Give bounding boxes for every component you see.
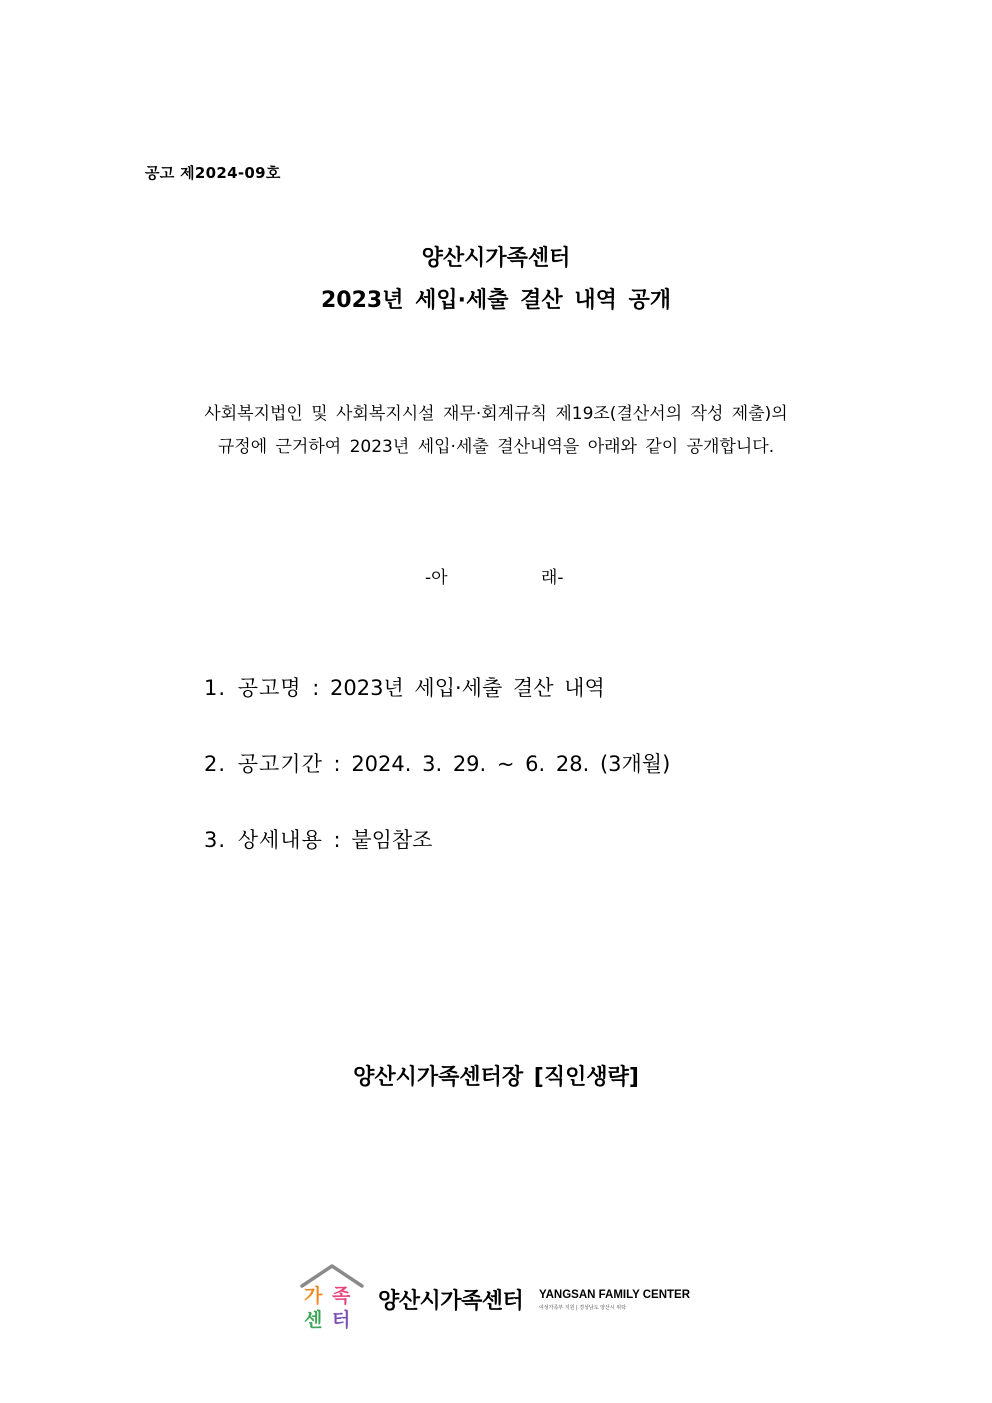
item-value: 붙임참조 xyxy=(351,828,433,852)
logo-name-korean: 양산시가족센터 xyxy=(378,1289,524,1314)
signature: 양산시가족센터장 [직인생략] xyxy=(353,1065,639,1090)
item-label: 3. 상세내용 xyxy=(204,828,323,852)
item-separator: : xyxy=(333,752,352,776)
logo-subtitle: 여성가족부 지원 | 경상남도 양산시 위탁 xyxy=(539,1305,626,1311)
svg-text:센: 센 xyxy=(304,1309,323,1330)
title-subject: 2023년 세입·세출 결산 내역 공개 xyxy=(321,288,671,313)
center-logo xyxy=(298,1262,718,1332)
svg-text:족: 족 xyxy=(332,1285,351,1307)
below-marker-left: -아 xyxy=(425,568,448,588)
intro-line-2: 규정에 근거하여 2023년 세입·세출 결산내역을 아래와 같이 공개합니다. xyxy=(217,437,775,457)
intro-line-1: 사회복지법인 및 사회복지시설 재무·회계규칙 제19조(결산서의 작성 제출)의 xyxy=(204,404,788,424)
notice-item xyxy=(204,824,670,900)
item-label: 1. 공고명 xyxy=(204,676,302,700)
svg-text:가: 가 xyxy=(304,1285,323,1307)
item-separator: : xyxy=(333,828,352,852)
item-label: 2. 공고기간 xyxy=(204,752,323,776)
item-separator: : xyxy=(312,676,331,700)
svg-text:터: 터 xyxy=(332,1309,351,1330)
title-organization: 양산시가족센터 xyxy=(421,246,571,271)
notice-items xyxy=(204,672,670,900)
family-house-logo-icon xyxy=(298,1262,366,1330)
item-value: 2023년 세입·세출 결산 내역 xyxy=(330,676,605,700)
document-title xyxy=(0,238,992,322)
logo-name-english: YANGSAN FAMILY CENTER xyxy=(539,1289,691,1301)
item-value: 2024. 3. 29. ~ 6. 28. (3개월) xyxy=(351,752,671,776)
notice-item xyxy=(204,748,670,824)
intro-paragraph xyxy=(0,398,992,464)
notice-number: 공고 제2024-09호 xyxy=(145,164,281,182)
below-marker-right: 래- xyxy=(541,568,564,588)
notice-item xyxy=(204,672,670,748)
